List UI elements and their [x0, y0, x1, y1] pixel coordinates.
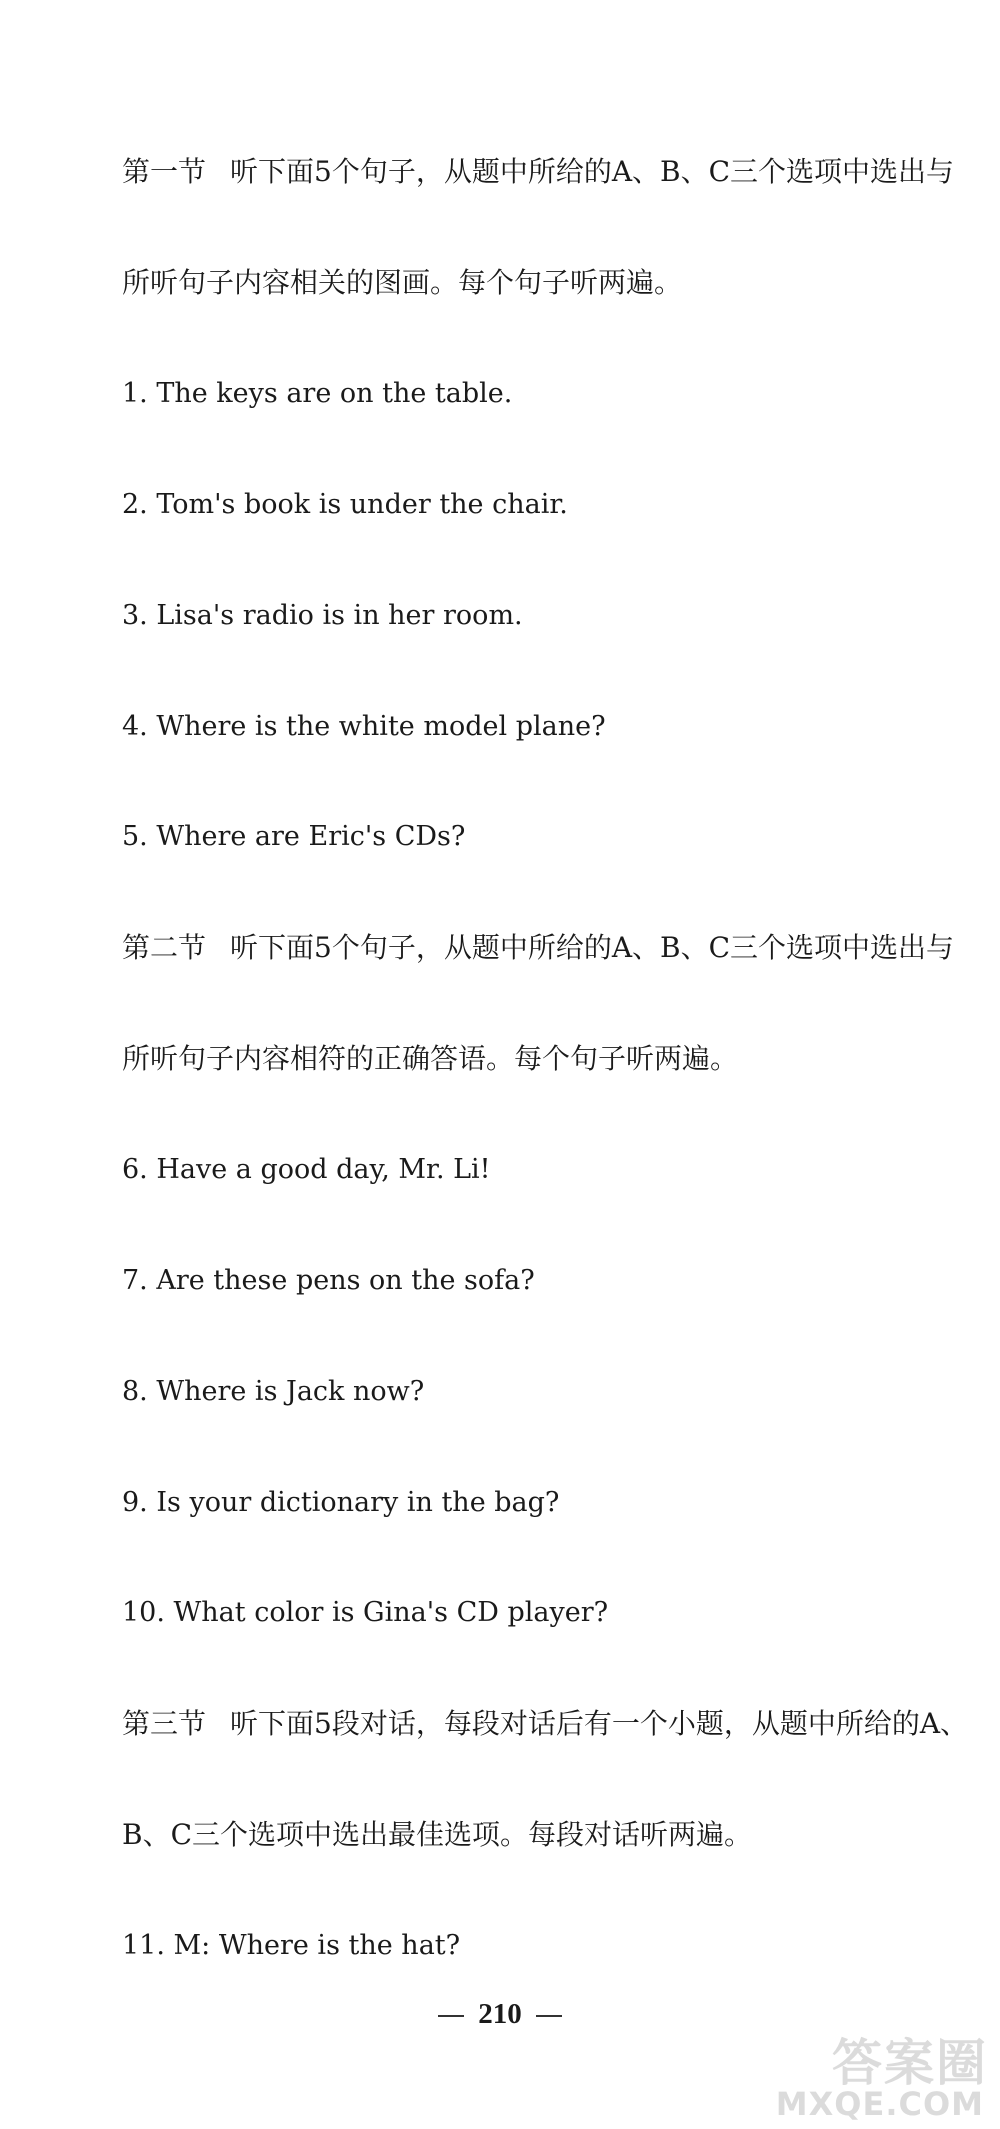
section1-heading — [122, 155, 954, 189]
section2-instruction-line1: 听下面5个句子，从题中所给的A、B、C三个选项中选出与 — [230, 931, 955, 964]
section3-instruction-line1: 听下面5段对话，每段对话后有一个小题，从题中所给的A、 — [230, 1707, 969, 1740]
watermark-text-cn: 答案圈 — [832, 2034, 988, 2092]
section1-instruction-line2: 所听句子内容相关的图画。每个句子听两遍。 — [122, 266, 683, 299]
section1-title: 第一节 — [122, 155, 207, 188]
question-5: 5. Where are Eric's CDs? — [122, 821, 466, 852]
footer-dash-right — [536, 2015, 562, 2017]
page-number: 210 — [478, 1998, 522, 2030]
question-2: 2. Tom's book is under the chair. — [122, 489, 568, 520]
question-4: 4. Where is the white model plane? — [122, 711, 606, 742]
question-11: 11. M: Where is the hat? — [122, 1930, 461, 1961]
question-6: 6. Have a good day, Mr. Li! — [122, 1154, 491, 1185]
footer-dash-left — [438, 2015, 464, 2017]
section1-instruction-line1: 听下面5个句子，从题中所给的A、B、C三个选项中选出与 — [230, 155, 955, 188]
question-8: 8. Where is Jack now? — [122, 1376, 425, 1407]
section2-title: 第二节 — [122, 931, 207, 964]
question-10: 10. What color is Gina's CD player? — [122, 1597, 609, 1628]
section2-instruction-line2: 所听句子内容相符的正确答语。每个句子听两遍。 — [122, 1042, 739, 1075]
section3-heading — [122, 1707, 968, 1741]
section3-instruction-line2: B、C三个选项中选出最佳选项。每段对话听两遍。 — [122, 1818, 753, 1851]
question-9: 9. Is your dictionary in the bag? — [122, 1487, 560, 1518]
question-3: 3. Lisa's radio is in her room. — [122, 600, 523, 631]
watermark-text-en: MXQE.COM — [775, 2085, 984, 2123]
section3-title: 第三节 — [122, 1707, 207, 1740]
question-7: 7. Are these pens on the sofa? — [122, 1265, 535, 1296]
question-1: 1. The keys are on the table. — [122, 378, 513, 409]
section2-heading — [122, 931, 954, 965]
watermark-logo — [738, 2023, 988, 2123]
